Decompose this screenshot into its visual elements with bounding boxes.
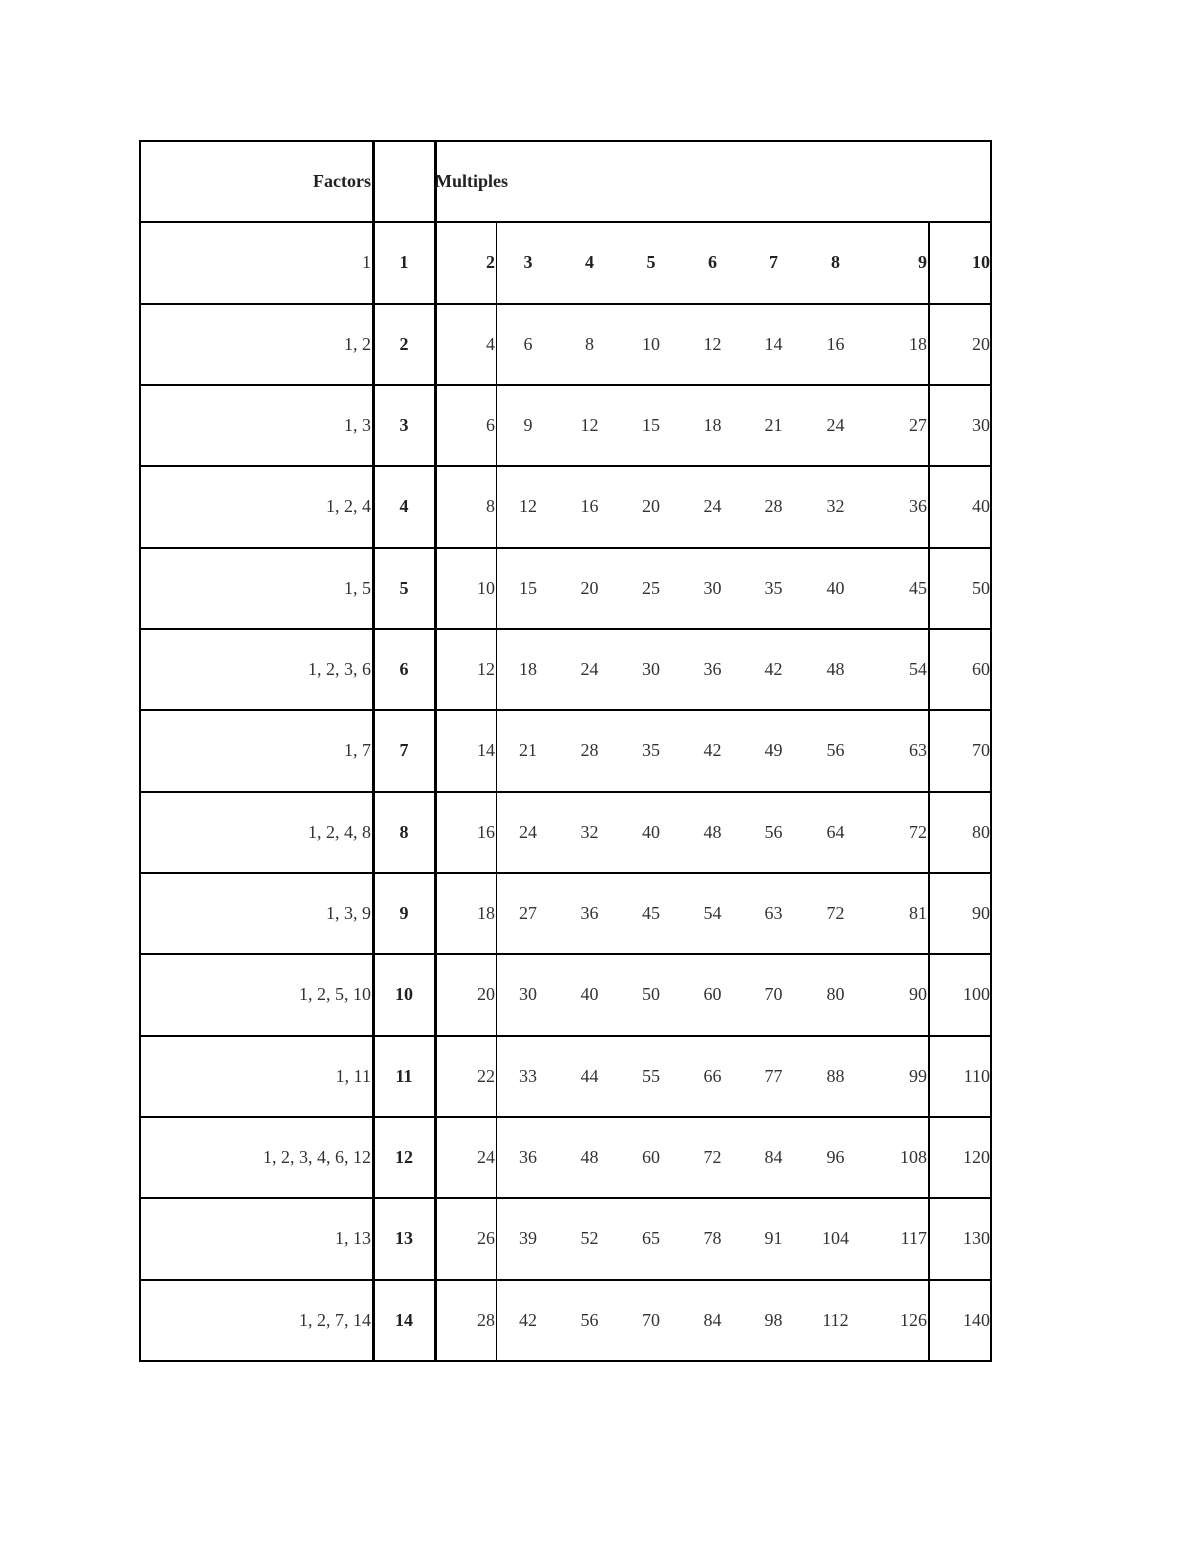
factors-cell: 1, 2, 7, 14 <box>299 1310 371 1330</box>
multiple-cell: 14 <box>477 740 495 760</box>
multiple-cell: 120 <box>963 1147 990 1167</box>
multiple-cell: 8 <box>585 334 594 354</box>
multiple-cell: 6 <box>486 415 495 435</box>
factors-cell: 1 <box>362 252 371 272</box>
multiple-cell: 24 <box>826 415 845 435</box>
multiple-cell: 42 <box>519 1310 537 1330</box>
multiple-cell: 40 <box>580 984 599 1004</box>
multiple-cell: 110 <box>963 1066 990 1086</box>
factors-cell: 1, 2, 3, 6 <box>308 659 371 679</box>
multiple-cell: 140 <box>963 1310 990 1330</box>
multiple-cell: 15 <box>519 578 537 598</box>
multiple-cell: 28 <box>477 1310 495 1330</box>
number-cell: 9 <box>399 903 409 923</box>
multiple-cell: 42 <box>703 740 722 760</box>
multiple-cell: 30 <box>972 415 990 435</box>
multiple-cell: 54 <box>703 903 722 923</box>
multiple-cell: 72 <box>826 903 845 923</box>
multiple-cell: 44 <box>580 1066 599 1086</box>
multiple-cell: 21 <box>519 740 537 760</box>
multiple-cell: 48 <box>703 822 722 842</box>
factors-cell: 1, 2, 5, 10 <box>299 984 371 1004</box>
multiple-cell: 32 <box>580 822 599 842</box>
multiple-cell: 40 <box>826 578 845 598</box>
multiple-cell: 77 <box>764 1066 783 1086</box>
multiple-cell: 20 <box>580 578 599 598</box>
multiple-cell: 80 <box>972 822 990 842</box>
multiple-cell: 49 <box>764 740 783 760</box>
multiple-cell: 35 <box>764 578 783 598</box>
multiplier-header-cell: 2 <box>486 252 495 272</box>
multiple-cell: 40 <box>972 496 990 516</box>
multiple-cell: 20 <box>972 334 990 354</box>
multiple-cell: 32 <box>826 496 845 516</box>
multiple-cell: 25 <box>642 578 660 598</box>
multiple-cell: 63 <box>764 903 783 923</box>
multiple-cell: 84 <box>703 1310 722 1330</box>
factors-cell: 1, 11 <box>335 1066 371 1086</box>
multiple-cell: 72 <box>703 1147 722 1167</box>
multiple-cell: 54 <box>909 659 927 679</box>
multiple-cell: 8 <box>486 496 495 516</box>
multiple-cell: 36 <box>580 903 599 923</box>
multiple-cell: 36 <box>519 1147 537 1167</box>
multiple-cell: 24 <box>477 1147 495 1167</box>
multiple-cell: 27 <box>909 415 927 435</box>
multiplier-header-cell: 4 <box>585 252 594 272</box>
multiple-cell: 10 <box>477 578 495 598</box>
multiple-cell: 28 <box>580 740 599 760</box>
multiple-cell: 60 <box>642 1147 660 1167</box>
multiple-cell: 84 <box>764 1147 783 1167</box>
multiple-cell: 26 <box>477 1228 495 1248</box>
multiple-cell: 91 <box>764 1228 783 1248</box>
multiple-cell: 108 <box>900 1147 927 1167</box>
multiple-cell: 64 <box>826 822 845 842</box>
multiple-cell: 99 <box>909 1066 927 1086</box>
multiple-cell: 12 <box>519 496 537 516</box>
multiple-cell: 28 <box>764 496 783 516</box>
multiple-cell: 22 <box>477 1066 495 1086</box>
multiple-cell: 4 <box>486 334 495 354</box>
number-cell: 10 <box>395 984 413 1004</box>
multiplier-header-cell: 5 <box>646 252 656 272</box>
multiple-cell: 63 <box>909 740 927 760</box>
multiple-cell: 20 <box>642 496 660 516</box>
multiple-cell: 60 <box>703 984 722 1004</box>
multiple-cell: 90 <box>972 903 990 923</box>
multiple-cell: 16 <box>580 496 599 516</box>
number-cell: 14 <box>395 1310 413 1330</box>
multiple-cell: 12 <box>703 334 722 354</box>
multiple-cell: 72 <box>909 822 927 842</box>
multiple-cell: 36 <box>909 496 927 516</box>
number-cell: 11 <box>395 1066 413 1086</box>
multiple-cell: 16 <box>826 334 845 354</box>
number-cell: 8 <box>399 822 409 842</box>
factors-cell: 1, 5 <box>344 578 371 598</box>
multiple-cell: 130 <box>963 1228 990 1248</box>
multiplier-header-cell: 8 <box>831 252 840 272</box>
multiple-cell: 18 <box>909 334 927 354</box>
factors-header: Factors <box>313 171 371 191</box>
number-cell: 12 <box>395 1147 413 1167</box>
multiple-cell: 18 <box>477 903 495 923</box>
multiple-cell: 66 <box>703 1066 722 1086</box>
multiple-cell: 24 <box>703 496 722 516</box>
multiple-cell: 117 <box>900 1228 927 1248</box>
number-cell: 2 <box>399 334 409 354</box>
multiple-cell: 40 <box>642 822 660 842</box>
multiplier-header-cell: 9 <box>918 252 927 272</box>
number-cell: 1 <box>399 252 409 272</box>
factors-cell: 1, 13 <box>335 1228 371 1248</box>
factors-cell: 1, 2, 4, 8 <box>308 822 371 842</box>
factors-cell: 1, 7 <box>344 740 371 760</box>
multiple-cell: 15 <box>642 415 660 435</box>
multiple-cell: 56 <box>826 740 845 760</box>
multiple-cell: 78 <box>703 1228 722 1248</box>
multiple-cell: 35 <box>642 740 660 760</box>
multiple-cell: 81 <box>909 903 927 923</box>
multiple-cell: 48 <box>580 1147 599 1167</box>
multiplier-header-cell: 7 <box>769 252 778 272</box>
multiple-cell: 14 <box>764 334 783 354</box>
multiple-cell: 60 <box>972 659 990 679</box>
multiple-cell: 104 <box>822 1228 849 1248</box>
multiple-cell: 18 <box>519 659 537 679</box>
multiple-cell: 36 <box>703 659 722 679</box>
multiple-cell: 27 <box>519 903 537 923</box>
multiple-cell: 24 <box>519 822 537 842</box>
multiple-cell: 70 <box>764 984 783 1004</box>
multiple-cell: 16 <box>477 822 495 842</box>
multiple-cell: 100 <box>963 984 990 1004</box>
multiple-cell: 98 <box>764 1310 783 1330</box>
multiplier-header-cell: 3 <box>523 252 533 272</box>
number-cell: 7 <box>399 740 409 760</box>
multiple-cell: 70 <box>972 740 990 760</box>
factors-cell: 1, 2, 3, 4, 6, 12 <box>263 1147 371 1167</box>
number-cell: 5 <box>399 578 409 598</box>
factors-cell: 1, 2 <box>344 334 371 354</box>
multiple-cell: 90 <box>909 984 927 1004</box>
number-cell: 3 <box>399 415 409 435</box>
multiple-cell: 39 <box>519 1228 537 1248</box>
multiple-cell: 55 <box>642 1066 660 1086</box>
multiple-cell: 10 <box>642 334 660 354</box>
factors-cell: 1, 3, 9 <box>326 903 371 923</box>
multiple-cell: 96 <box>826 1147 845 1167</box>
multiple-cell: 50 <box>972 578 990 598</box>
number-cell: 4 <box>399 496 409 516</box>
multiple-cell: 80 <box>826 984 845 1004</box>
multiple-cell: 52 <box>580 1228 599 1248</box>
multiple-cell: 33 <box>519 1066 537 1086</box>
multiple-cell: 50 <box>642 984 660 1004</box>
multiple-cell: 20 <box>477 984 495 1004</box>
multiple-cell: 45 <box>909 578 927 598</box>
multiple-cell: 45 <box>642 903 660 923</box>
multiple-cell: 126 <box>900 1310 927 1330</box>
multiple-cell: 70 <box>642 1310 660 1330</box>
number-cell: 6 <box>399 659 409 679</box>
multiple-cell: 65 <box>642 1228 660 1248</box>
multiple-cell: 48 <box>826 659 845 679</box>
multiple-cell: 56 <box>580 1310 599 1330</box>
multiple-cell: 6 <box>523 334 533 354</box>
multiple-cell: 12 <box>580 415 599 435</box>
multiple-cell: 30 <box>519 984 537 1004</box>
factors-multiples-table <box>139 141 992 1361</box>
multiple-cell: 21 <box>764 415 783 435</box>
multiplier-header-cell: 10 <box>972 252 990 272</box>
multiple-cell: 18 <box>703 415 722 435</box>
multiplier-header-cell: 6 <box>708 252 717 272</box>
multiple-cell: 30 <box>642 659 660 679</box>
multiple-cell: 12 <box>477 659 495 679</box>
multiple-cell: 24 <box>580 659 599 679</box>
number-cell: 13 <box>395 1228 413 1248</box>
multiple-cell: 112 <box>822 1310 849 1330</box>
multiple-cell: 42 <box>764 659 783 679</box>
factors-cell: 1, 2, 4 <box>326 496 371 516</box>
multiple-cell: 56 <box>764 822 783 842</box>
multiple-cell: 30 <box>703 578 722 598</box>
multiples-header: Multiples <box>435 171 509 191</box>
factors-cell: 1, 3 <box>344 415 371 435</box>
multiple-cell: 9 <box>523 415 533 435</box>
multiple-cell: 88 <box>826 1066 845 1086</box>
